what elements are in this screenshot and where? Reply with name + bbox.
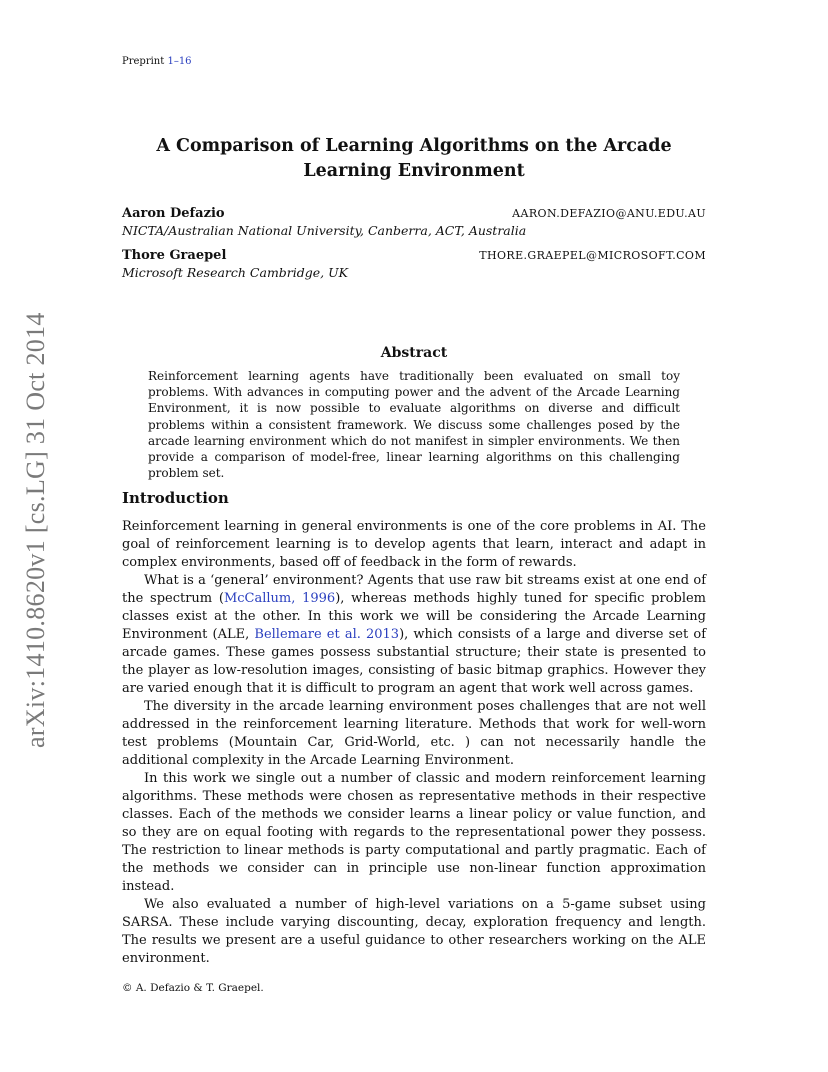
citation-link[interactable]: McCallum, 1996 (223, 591, 336, 606)
paragraph: Reinforcement learning in general environments is one of the core problems in AI. The goal of reinforcement learning is to develop agents that learn, interact and adapt in complex environments, based off of feedback in the form of rewards. (122, 519, 706, 570)
paragraph: In this work we single out a number of classic and modern reinforcement learning algorithms. These methods were chosen as representative methods in their respective classes. Each of the methods we consider learns a linear policy or value function, and so they are on equal footing with regards to the representational power they possess. The restriction to linear methods is party computational and partly pragmatic. Each of the methods we consider can in principle use non-linear function approximation instead. (122, 771, 706, 894)
preprint-header (122, 56, 192, 67)
paragraph: The diversity in the arcade learning environment poses challenges that are not well addressed in the reinforcement learning literature. Methods that work for well-worn test problems (Mountain Car, Grid-World, etc. ) can not necessarily handle the additional complexity in the Arcade Learning Environment. (122, 699, 706, 768)
author-name: Aaron Defazio (122, 206, 225, 221)
abstract-text: Reinforcement learning agents have traditionally been evaluated on small toy problems. With advances in computing power and the advent of the Arcade Learning Environment, it is now possible to evaluate algorithms on diverse and difficult problems within a consistent framework. We discuss some challenges posed by the arcade learning environment which do not manifest in simpler environments. We then provide a comparison of model-free, linear learning algorithms on this challenging problem set. (148, 369, 680, 481)
paper-title (122, 134, 706, 184)
abstract-heading: Abstract (380, 345, 448, 361)
arxiv-identifier-stamp: arXiv:1410.8620v1 [cs.LG] 31 Oct 2014 (21, 312, 50, 748)
citation-link[interactable]: Bellemare et al. 2013 (254, 627, 400, 642)
paragraph: We also evaluated a number of high-level variations on a 5-game subset using SARSA. These include varying discounting, decay, exploration frequency and length. The results we present are a useful guidance to other researchers working on the ALE environment. (122, 897, 706, 966)
text-run: What is a ‘general’ environment? Agents that use raw bit streams exist at one end of the spectrum ( (122, 573, 706, 606)
author-affiliation: NICTA/Australian National University, Canberra, ACT, Australia (122, 223, 527, 238)
introduction-body (122, 518, 706, 968)
author-email: AARON.DEFAZIO@ANU.EDU.AU (512, 207, 706, 220)
author-affiliation: Microsoft Research Cambridge, UK (122, 265, 349, 280)
paragraph (122, 572, 706, 698)
title-line-2: Learning Environment (303, 161, 525, 181)
text-run: ), whereas methods highly tuned for specific problem classes exist at the other. In this work we will be considering the Arcade Learning Environment (ALE, (122, 591, 707, 642)
author-email: THORE.GRAEPEL@MICROSOFT.COM (479, 249, 706, 262)
title-line-1: A Comparison of Learning Algorithms on the Arcade (156, 136, 672, 156)
author-block-1 (122, 206, 706, 238)
page-range-link[interactable]: 1–16 (167, 56, 192, 67)
author-name: Thore Graepel (122, 248, 227, 263)
author-block-2 (122, 248, 706, 280)
preprint-label: Preprint (122, 56, 165, 67)
section-heading-introduction: Introduction (122, 489, 229, 507)
copyright-footer: © A. Defazio & T. Graepel. (122, 982, 264, 994)
text-run: ), which consists of a large and diverse set of arcade games. These games possess substantial structure; their state is presented to the player as low-resolution images, consisting of basic bitmap graphics. However they are varied enough that it is difficult to program an agent that work well across games. (122, 627, 707, 696)
